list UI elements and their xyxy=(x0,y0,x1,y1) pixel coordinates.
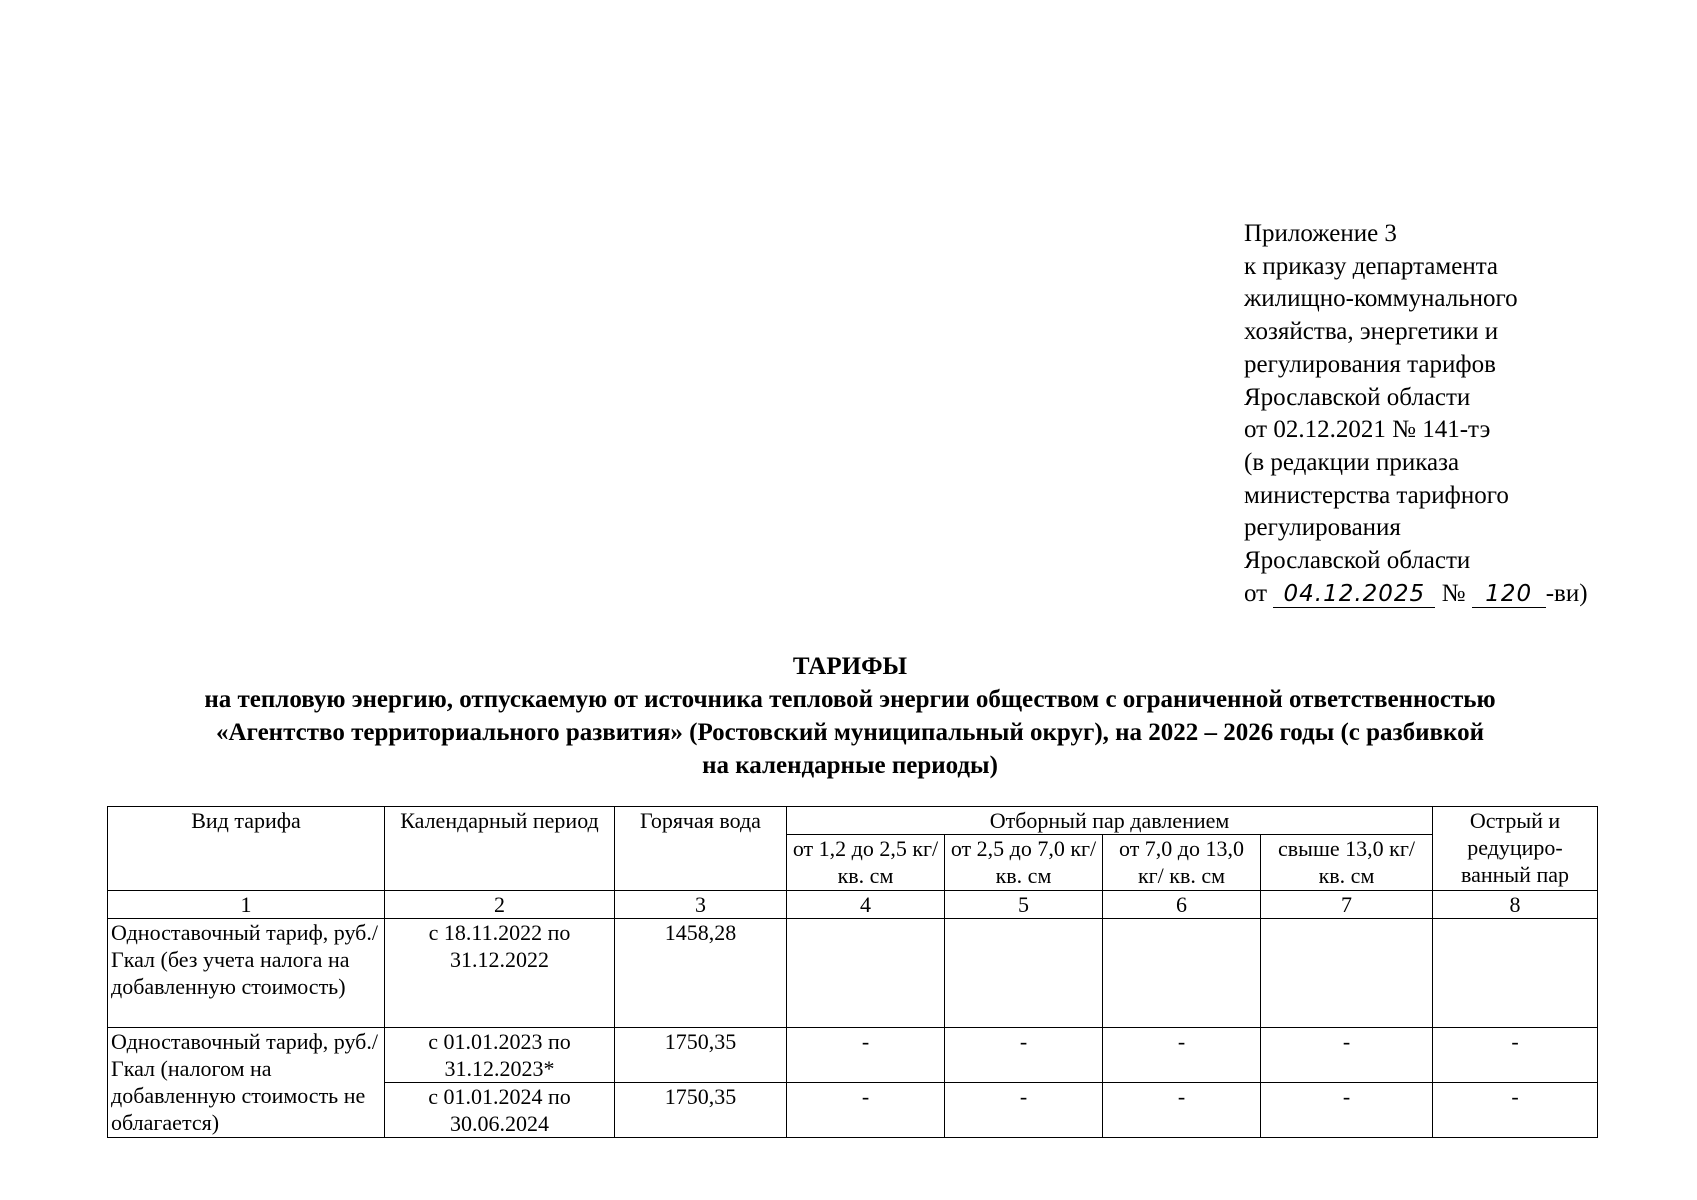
cell-hot-water: 1750,35 xyxy=(615,1028,787,1083)
cell-steam-4: - xyxy=(1261,1083,1433,1138)
cell-period: с 01.01.2023 по 31.12.2023* xyxy=(385,1028,615,1083)
title-heading: ТАРИФЫ xyxy=(792,653,908,680)
cell-steam-1: - xyxy=(787,1083,945,1138)
cell-steam-3 xyxy=(1103,919,1261,1028)
column-number-row xyxy=(108,891,1598,919)
cell-sharp-steam xyxy=(1433,919,1598,1028)
cell-steam-2: - xyxy=(945,1083,1103,1138)
cell-steam-2: - xyxy=(945,1028,1103,1083)
table-row xyxy=(108,1028,1598,1083)
cell-steam-3: - xyxy=(1103,1083,1261,1138)
cell-tariff-type: Одноставочный тариф, руб./Гкал (без учета налога на добавленную стоимость) xyxy=(108,919,385,1028)
appendix-line: регулирования xyxy=(1244,514,1401,542)
cell-tariff-type: Одноставочный тариф, руб./Гкал (налогом на добавленную стоимость не облагается) xyxy=(108,1028,385,1138)
title-line: «Агентство территориального развития» (Ростовский муниципальный округ), на 2022 – 2026 годы (с разбивкой xyxy=(216,719,1484,746)
title-line: на тепловую энергию, отпускаемую от источника тепловой энергии обществом с ограниченной ответственностью xyxy=(204,686,1496,713)
cell-sharp-steam: - xyxy=(1433,1028,1598,1083)
column-number: 7 xyxy=(1261,891,1433,919)
header-steam-group: Отборный пар давлением xyxy=(787,807,1433,835)
column-number: 4 xyxy=(787,891,945,919)
column-number: 8 xyxy=(1433,891,1598,919)
tariff-table xyxy=(107,806,1598,1138)
header-sharp-steam: Острый и редуциро-ванный пар xyxy=(1433,807,1598,891)
appendix-line: жилищно-коммунального xyxy=(1244,285,1518,313)
appendix-line: регулирования тарифов xyxy=(1244,350,1496,378)
handwritten-date: 04.12.2025 xyxy=(1273,581,1435,608)
appendix-suffix: -ви) xyxy=(1545,579,1588,607)
column-number: 5 xyxy=(945,891,1103,919)
header-steam-1: от 1,2 до 2,5 кг/ кв. см xyxy=(787,835,945,891)
cell-steam-2 xyxy=(945,919,1103,1028)
appendix-line: (в редакции приказа xyxy=(1244,448,1460,476)
column-number: 6 xyxy=(1103,891,1261,919)
cell-steam-3: - xyxy=(1103,1028,1261,1083)
header-steam-3: от 7,0 до 13,0 кг/ кв. см xyxy=(1103,835,1261,891)
column-number: 2 xyxy=(385,891,615,919)
cell-hot-water: 1458,28 xyxy=(615,919,787,1028)
appendix-line: министерства тарифного xyxy=(1244,481,1509,509)
header-row xyxy=(108,807,1598,835)
header-tariff-type: Вид тарифа xyxy=(108,807,385,891)
title-line: на календарные периоды) xyxy=(702,752,998,779)
handwritten-number: 120 xyxy=(1472,581,1546,608)
header-period: Календарный период xyxy=(385,807,615,891)
cell-period: с 01.01.2024 по 30.06.2024 xyxy=(385,1083,615,1138)
cell-period: с 18.11.2022 по 31.12.2022 xyxy=(385,919,615,1028)
appendix-line: Ярославской области xyxy=(1244,547,1471,575)
header-steam-2: от 2,5 до 7,0 кг/ кв. см xyxy=(945,835,1103,891)
appendix-line: хозяйства, энергетики и xyxy=(1244,318,1499,346)
appendix-line: Ярославской области xyxy=(1244,383,1471,411)
column-number: 1 xyxy=(108,891,385,919)
cell-steam-1 xyxy=(787,919,945,1028)
cell-sharp-steam: - xyxy=(1433,1083,1598,1138)
cell-steam-1: - xyxy=(787,1028,945,1083)
column-number: 3 xyxy=(615,891,787,919)
document-title xyxy=(100,650,1600,782)
number-sign: № xyxy=(1441,579,1466,607)
appendix-amendment-line xyxy=(1244,578,1588,611)
header-steam-4: свыше 13,0 кг/ кв. см xyxy=(1261,835,1433,891)
cell-steam-4 xyxy=(1261,919,1433,1028)
appendix-prefix: от xyxy=(1244,579,1268,607)
appendix-block xyxy=(1244,218,1588,610)
appendix-line: Приложение 3 xyxy=(1244,220,1397,247)
table-row xyxy=(108,919,1598,1028)
cell-hot-water: 1750,35 xyxy=(615,1083,787,1138)
cell-steam-4: - xyxy=(1261,1028,1433,1083)
appendix-line: от 02.12.2021 № 141-тэ xyxy=(1244,416,1491,444)
header-hot-water: Горячая вода xyxy=(615,807,787,891)
appendix-line: к приказу департамента xyxy=(1244,252,1499,280)
